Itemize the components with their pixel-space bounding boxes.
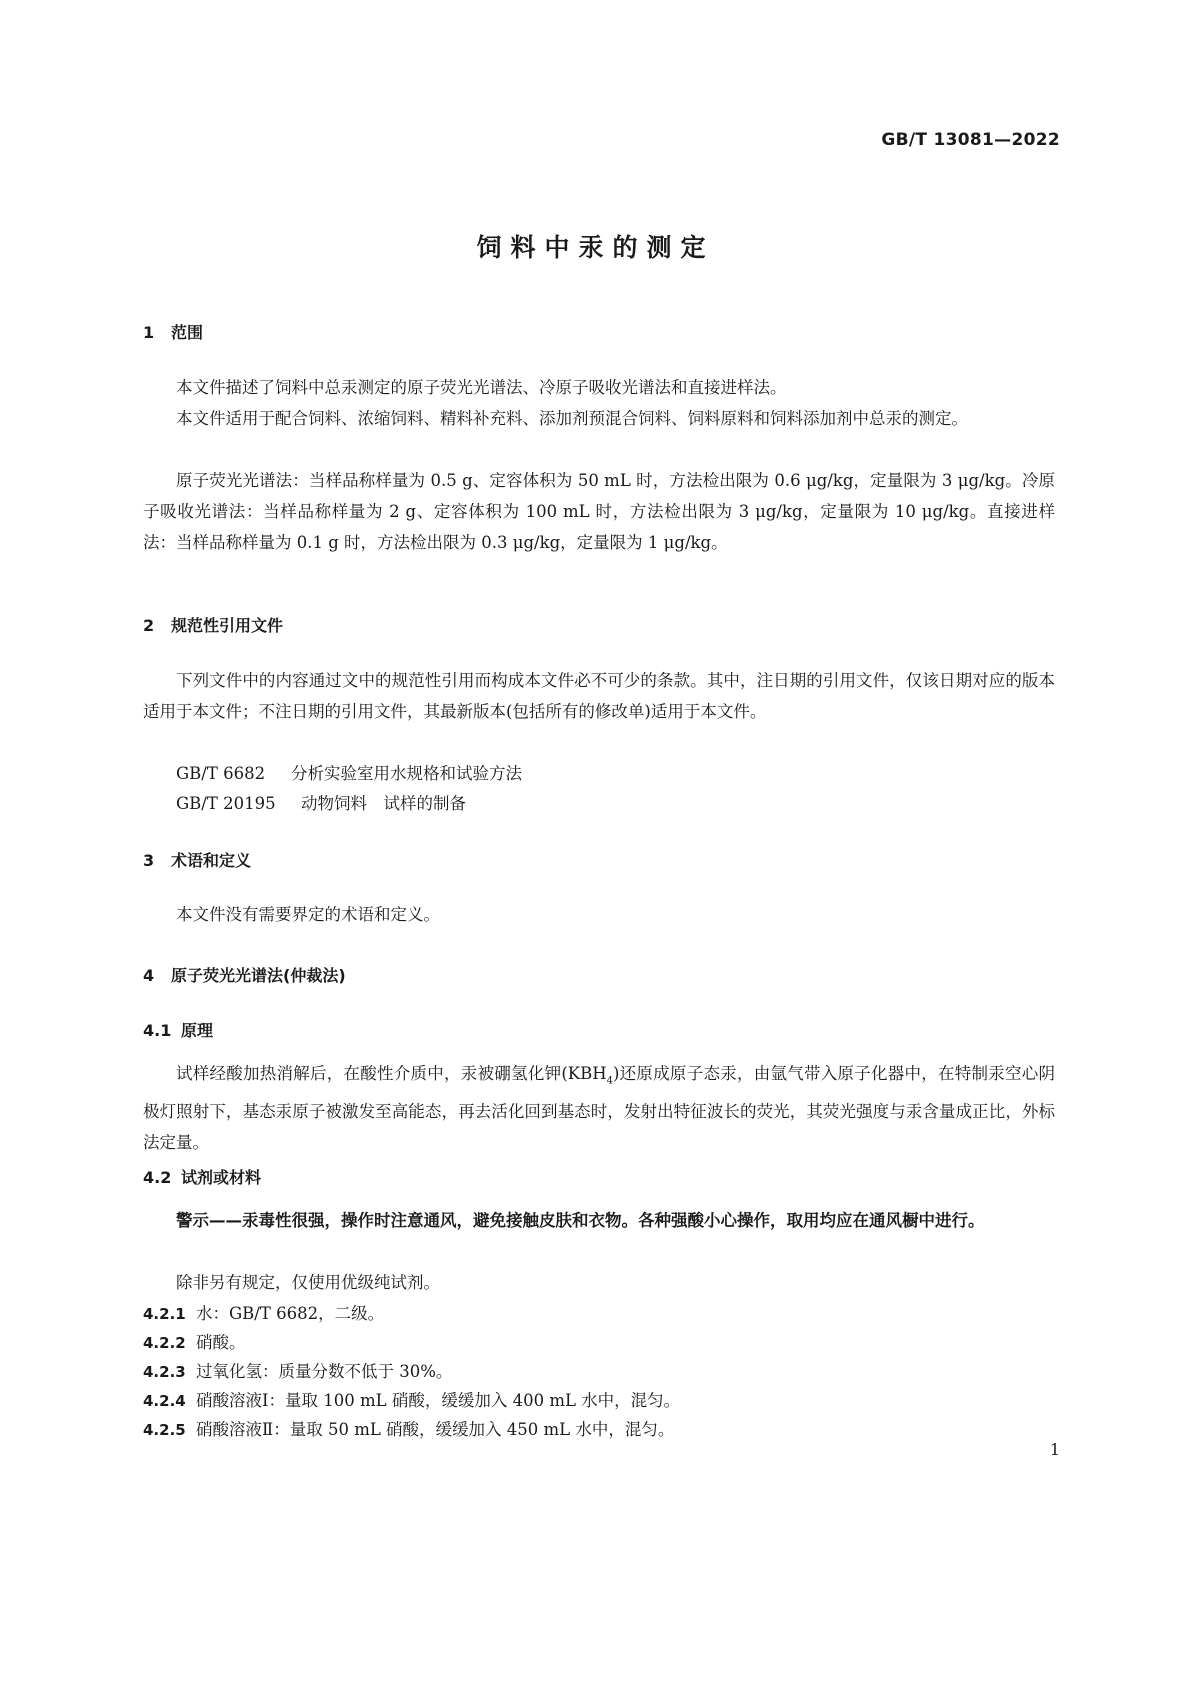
paragraph: 本文件描述了饲料中总汞测定的原子荧光光谱法、冷原子吸收光谱法和直接进样法。 — [176, 378, 787, 397]
reference-code: GB/T 20195 — [176, 794, 276, 813]
section-title: 原子荧光光谱法(仲裁法) — [171, 966, 346, 985]
item-text: 硝酸。 — [196, 1333, 246, 1352]
reagent-item — [143, 1387, 680, 1411]
reagent-item — [143, 1358, 452, 1382]
item-number: 4.2.2 — [143, 1334, 186, 1352]
section-number: 1 — [143, 323, 155, 342]
normative-reference — [176, 760, 522, 784]
reference-code: GB/T 6682 — [176, 764, 266, 783]
section-number: 4 — [143, 966, 155, 985]
text-run: )还原成原子态汞，由氩气带入原子化器中，在特制汞空心阴极灯照射下，基态汞原子被激发至高能态，再去活化回到基态时，发射出特征波长的荧光，其荧光强度与汞含量成正比，外标法定量。 — [143, 1064, 1056, 1153]
section-title: 规范性引用文件 — [171, 616, 284, 635]
item-number: 4.2.1 — [143, 1305, 186, 1323]
item-number: 4.2.3 — [143, 1363, 186, 1381]
section-title: 原理 — [181, 1021, 214, 1040]
section-number: 2 — [143, 616, 155, 635]
section-heading-2 — [143, 613, 283, 636]
item-text: 过氧化氢：质量分数不低于 30%。 — [196, 1362, 453, 1381]
subsection-heading-4-1 — [143, 1018, 213, 1041]
reagent-item — [143, 1329, 246, 1353]
paragraph: 除非另有规定，仅使用优级纯试剂。 — [176, 1273, 440, 1292]
paragraph: 下列文件中的内容通过文中的规范性引用而构成本文件必不可少的条款。其中，注日期的引用文件，仅该日期对应的版本适用于本文件；不注日期的引用文件，其最新版本(包括所有的修改单)适用于本文件。 — [143, 671, 1055, 721]
item-number: 4.2.4 — [143, 1392, 186, 1410]
paragraph: 原子荧光光谱法：当样品称样量为 0.5 g、定容体积为 50 mL 时，方法检出限为 0.6 μg/kg，定量限为 3 μg/kg。冷原子吸收光谱法：当样品称样量为 2 g、定容体积为 100 mL 时，方法检出限为 3 μg/kg，定量限为 10 μg/kg。直接进样法：当样品称样量为 0.1 g 时，方法检出限为 0.3 μg/kg，定量限为 1 μg/kg。 — [143, 471, 1055, 552]
section-heading-4 — [143, 963, 346, 986]
item-text: 水：GB/T 6682，二级。 — [196, 1304, 385, 1323]
section-title: 术语和定义 — [171, 851, 252, 870]
section-number: 4.2 — [143, 1168, 172, 1187]
reference-title: 动物饲料 试样的制备 — [301, 794, 466, 813]
normative-reference — [176, 790, 466, 814]
warning-paragraph: 警示——汞毒性很强，操作时注意通风，避免接触皮肤和衣物。各种强酸小心操作，取用均应在通风橱中进行。 — [176, 1211, 985, 1230]
item-text: 硝酸溶液Ⅱ：量取 50 mL 硝酸，缓缓加入 450 mL 水中，混匀。 — [196, 1420, 675, 1439]
paragraph — [143, 1058, 1055, 1158]
section-title: 范围 — [171, 323, 204, 342]
section-heading-1 — [143, 320, 203, 343]
paragraph: 本文件没有需要界定的术语和定义。 — [176, 905, 440, 924]
reference-title: 分析实验室用水规格和试验方法 — [291, 764, 522, 783]
reagent-item — [143, 1416, 674, 1440]
subscript: 4 — [606, 1075, 613, 1087]
document-title: 饲料中汞的测定 — [476, 233, 715, 262]
section-title: 试剂或材料 — [181, 1168, 262, 1187]
item-number: 4.2.5 — [143, 1421, 186, 1439]
section-number: 4.1 — [143, 1021, 172, 1040]
item-text: 硝酸溶液Ⅰ：量取 100 mL 硝酸，缓缓加入 400 mL 水中，混匀。 — [196, 1391, 681, 1410]
section-heading-3 — [143, 848, 251, 871]
section-number: 3 — [143, 851, 155, 870]
reagent-item — [143, 1300, 384, 1324]
document-code: GB/T 13081—2022 — [881, 130, 1060, 150]
subsection-heading-4-2 — [143, 1165, 261, 1188]
page-number: 1 — [1049, 1440, 1060, 1459]
paragraph: 本文件适用于配合饲料、浓缩饲料、精料补充料、添加剂预混合饲料、饲料原料和饲料添加剂中总汞的测定。 — [176, 409, 968, 428]
text-run: 试样经酸加热消解后，在酸性介质中，汞被硼氢化钾(KBH — [176, 1064, 607, 1083]
